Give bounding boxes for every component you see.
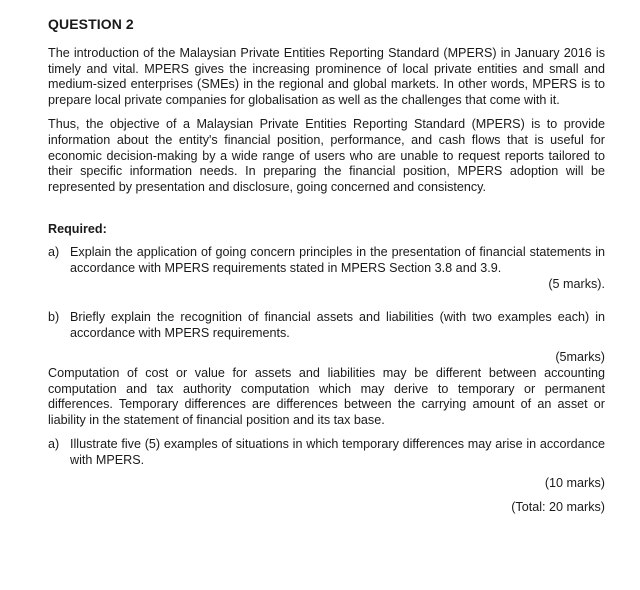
question-item-a-temporary-differences (48, 437, 605, 468)
question-document (48, 14, 605, 516)
marks-label: (10 marks) (544, 476, 605, 491)
item-marker: a) (48, 245, 60, 260)
computation-paragraph: Computation of cost or value for assets and liabilities may be different between accounting computation and tax authority computation which may derive to temporary or permanent differences. Temporary differences are differences between the carrying amount of an asset or liability in the statement of financial position and its tax base. (48, 365, 605, 427)
question-title: QUESTION 2 (48, 16, 134, 32)
question-item-b (48, 310, 605, 341)
item-text: Illustrate five (5) examples of situations in which temporary differences may arise in accordance with MPERS. (70, 437, 605, 467)
question-item-a (48, 245, 605, 276)
total-marks: (Total: 20 marks) (511, 500, 605, 515)
item-text: Explain the application of going concern principles in the presentation of financial statements in accordance with MPERS requirements stated in MPERS Section 3.8 and 3.9. (70, 245, 605, 275)
item-marker: a) (48, 437, 60, 452)
intro-paragraph-2: Thus, the objective of a Malaysian Private Entities Reporting Standard (MPERS) is to provide information about the entity's financial position, performance, and cash flows that is useful for economic decision-making by a wide range of users who are unable to request reports tailored to their specific information needs. In preparing the financial position, MPERS adoption will be represented by presentation and disclosure, going concerned and consistency. (48, 117, 605, 194)
marks-label: (5 marks). (548, 276, 605, 291)
item-text: Briefly explain the recognition of financial assets and liabilities (with two examples each) in accordance with MPERS requirements. (70, 310, 605, 340)
item-marker: b) (48, 310, 60, 325)
marks-label: (5marks) (555, 350, 605, 365)
intro-paragraph-1: The introduction of the Malaysian Private Entities Reporting Standard (MPERS) in January 2016 is timely and vital. MPERS gives the increasing prominence of local private entities and small and medium-sized enterprises (SMEs) in the regional and global markets. In other words, MPERS is to prepare local private companies for globalisation as well as the challenges that come with it. (48, 46, 605, 107)
required-heading: Required: (48, 222, 107, 237)
